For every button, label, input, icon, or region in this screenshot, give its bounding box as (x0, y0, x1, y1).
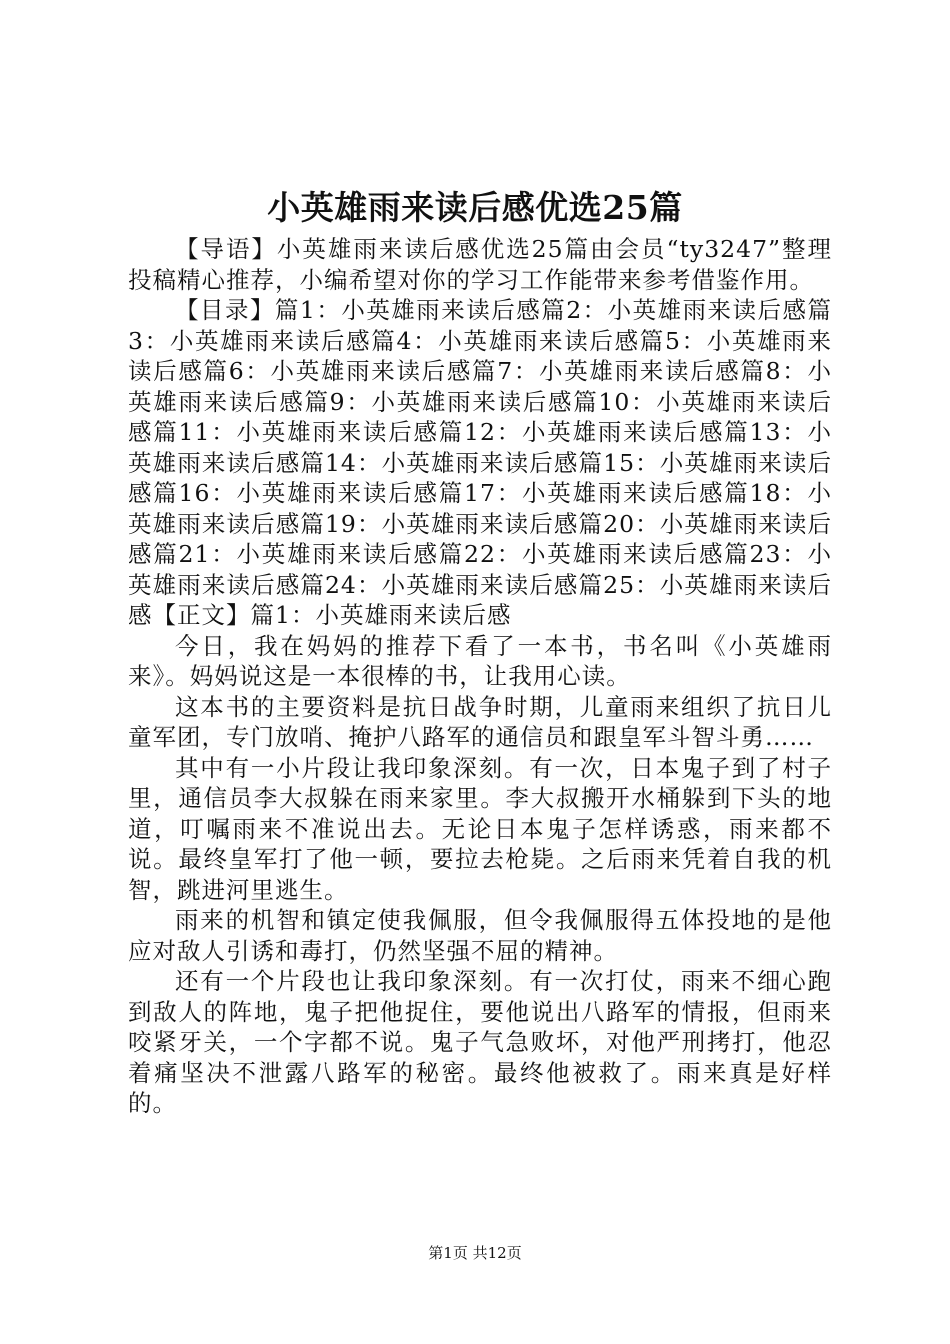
document-body (128, 234, 832, 1119)
table-of-contents-paragraph: 【目录】篇1：小英雄雨来读后感篇2：小英雄雨来读后感篇3：小英雄雨来读后感篇4：小英雄雨来读后感篇5：小英雄雨来读后感篇6：小英雄雨来读后感篇7：小英雄雨来读后感篇8：小英雄雨来读后感篇9：小英雄雨来读后感篇10：小英雄雨来读后感篇11：小英雄雨来读后感篇12：小英雄雨来读后感篇13：小英雄雨来读后感篇14：小英雄雨来读后感篇15：小英雄雨来读后感篇16：小英雄雨来读后感篇17：小英雄雨来读后感篇18：小英雄雨来读后感篇19：小英雄雨来读后感篇20：小英雄雨来读后感篇21：小英雄雨来读后感篇22：小英雄雨来读后感篇23：小英雄雨来读后感篇24：小英雄雨来读后感篇25：小英雄雨来读后感【正文】篇1：小英雄雨来读后感 (128, 296, 832, 629)
body-paragraph: 这本书的主要资料是抗日战争时期，儿童雨来组织了抗日儿童军团，专门放哨、掩护八路军的通信员和跟皇军斗智斗勇…… (128, 692, 832, 751)
body-paragraph: 雨来的机智和镇定使我佩服，但令我佩服得五体投地的是他应对敌人引诱和毒打，仍然坚强不屈的精神。 (128, 906, 832, 965)
intro-paragraph: 【导语】小英雄雨来读后感优选25篇由会员“ty3247”整理投稿精心推荐，小编希望对你的学习工作能带来参考借鉴作用。 (128, 235, 832, 294)
body-paragraph: 其中有一小片段让我印象深刻。有一次，日本鬼子到了村子里，通信员李大叔躲在雨来家里。李大叔搬开水桶躲到下头的地道，叮嘱雨来不准说出去。无论日本鬼子怎样诱惑，雨来都不说。最终皇军打了他一顿，要拉去枪毙。之后雨来凭着自我的机智，跳进河里逃生。 (128, 753, 832, 904)
body-paragraph: 还有一个片段也让我印象深刻。有一次打仗，雨来不细心跑到敌人的阵地，鬼子把他捉住，要他说出八路军的情报，但雨来咬紧牙关，一个字都不说。鬼子气急败坏，对他严刑拷打，他忍着痛坚决不泄露八路军的秘密。最终他被救了。雨来真是好样的。 (128, 967, 832, 1117)
body-paragraph: 今日，我在妈妈的推荐下看了一本书，书名叫《小英雄雨来》。妈妈说这是一本很棒的书，让我用心读。 (128, 631, 832, 690)
page-number-footer: 第1页 共12页 (428, 1244, 522, 1262)
document-title: 小英雄雨来读后感优选25篇 (267, 188, 683, 227)
